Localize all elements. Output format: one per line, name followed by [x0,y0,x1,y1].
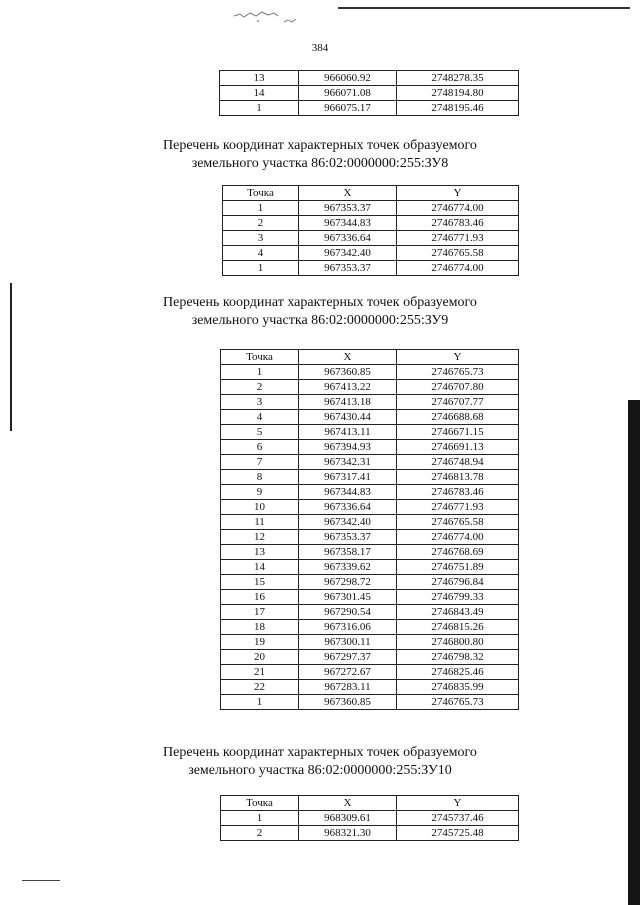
point-number-cell: 19 [221,635,299,650]
table-row [221,470,519,485]
x-coordinate-cell: 967413.22 [299,380,397,395]
x-coordinate-cell: 967353.37 [299,530,397,545]
scan-edge-right [628,400,640,905]
y-coordinate-cell: 2746796.84 [397,575,519,590]
x-coordinate-cell: 967353.37 [299,261,397,276]
point-number-cell: 1 [220,101,299,116]
table-row [221,425,519,440]
point-number-cell: 8 [221,470,299,485]
point-number-cell: 16 [221,590,299,605]
table-row [221,811,519,826]
table-row [221,410,519,425]
x-coordinate-cell: 967360.85 [299,695,397,710]
x-coordinate-cell: 967430.44 [299,410,397,425]
scan-mark-bottom [22,880,60,881]
point-number-cell: 11 [221,515,299,530]
x-coordinate-cell: 966060.92 [299,71,397,86]
table-row [223,246,519,261]
table-row [221,695,519,710]
x-coordinate-cell: 967413.18 [299,395,397,410]
table-row [221,635,519,650]
table-row [223,216,519,231]
header-point: Точка [221,350,299,365]
y-coordinate-cell: 2746771.93 [397,231,519,246]
point-number-cell: 6 [221,440,299,455]
point-number-cell: 10 [221,500,299,515]
x-coordinate-cell: 967336.64 [299,231,397,246]
header-y: Y [397,350,519,365]
table-row [221,515,519,530]
x-coordinate-cell: 967317.41 [299,470,397,485]
y-coordinate-cell: 2746813.78 [397,470,519,485]
table-row [221,560,519,575]
y-coordinate-cell: 2748194.80 [397,86,519,101]
point-number-cell: 3 [223,231,299,246]
point-number-cell: 1 [221,695,299,710]
y-coordinate-cell: 2746688.68 [397,410,519,425]
point-number-cell: 1 [223,261,299,276]
y-coordinate-cell: 2746825.46 [397,665,519,680]
table-row [221,395,519,410]
point-number-cell: 18 [221,620,299,635]
header-point: Точка [223,186,299,201]
x-coordinate-cell: 967344.83 [299,485,397,500]
y-coordinate-cell: 2746835.99 [397,680,519,695]
table-header-row [221,350,519,365]
point-number-cell: 12 [221,530,299,545]
point-number-cell: 7 [221,455,299,470]
heading-line: земельного участка 86:02:0000000:255:ЗУ10 [188,763,452,778]
x-coordinate-cell: 967297.37 [299,650,397,665]
y-coordinate-cell: 2746765.58 [397,246,519,261]
heading-line: Перечень координат характерных точек образуемого [163,138,477,153]
table-row [221,650,519,665]
y-coordinate-cell: 2746843.49 [397,605,519,620]
header-point: Точка [221,796,299,811]
y-coordinate-cell: 2746707.77 [397,395,519,410]
table-row [221,530,519,545]
x-coordinate-cell: 967342.40 [299,515,397,530]
point-number-cell: 2 [221,380,299,395]
table-row [221,680,519,695]
zu8-heading [0,137,640,173]
x-coordinate-cell: 967339.62 [299,560,397,575]
table-row [221,605,519,620]
heading-line: земельного участка 86:02:0000000:255:ЗУ8 [191,156,449,171]
point-number-cell: 22 [221,680,299,695]
coords-table-zu8 [222,185,519,276]
x-coordinate-cell: 966075.17 [299,101,397,116]
y-coordinate-cell: 2746765.73 [397,695,519,710]
x-coordinate-cell: 967336.64 [299,500,397,515]
point-number-cell: 21 [221,665,299,680]
y-coordinate-cell: 2746707.80 [397,380,519,395]
point-number-cell: 4 [221,410,299,425]
coords-table-top [219,70,519,116]
y-coordinate-cell: 2748195.46 [397,101,519,116]
table-row [221,590,519,605]
x-coordinate-cell: 967283.11 [299,680,397,695]
point-number-cell: 17 [221,605,299,620]
y-coordinate-cell: 2746774.00 [397,261,519,276]
y-coordinate-cell: 2746815.26 [397,620,519,635]
point-number-cell: 5 [221,425,299,440]
x-coordinate-cell: 966071.08 [299,86,397,101]
y-coordinate-cell: 2746765.73 [397,365,519,380]
x-coordinate-cell: 967272.67 [299,665,397,680]
header-x: X [299,186,397,201]
y-coordinate-cell: 2746799.33 [397,590,519,605]
point-number-cell: 13 [221,545,299,560]
y-coordinate-cell: 2746691.13 [397,440,519,455]
header-x: X [299,796,397,811]
y-coordinate-cell: 2746771.93 [397,500,519,515]
table-row [220,101,519,116]
y-coordinate-cell: 2746765.58 [397,515,519,530]
point-number-cell: 1 [223,201,299,216]
y-coordinate-cell: 2746768.69 [397,545,519,560]
y-coordinate-cell: 2746671.15 [397,425,519,440]
y-coordinate-cell: 2746800.80 [397,635,519,650]
top-border-line [338,7,630,9]
y-coordinate-cell: 2746748.94 [397,455,519,470]
x-coordinate-cell: 967298.72 [299,575,397,590]
zu10-heading [0,744,640,780]
point-number-cell: 2 [223,216,299,231]
header-x: X [299,350,397,365]
x-coordinate-cell: 968309.61 [299,811,397,826]
point-number-cell: 13 [220,71,299,86]
y-coordinate-cell: 2746774.00 [397,201,519,216]
zu9-heading [0,294,640,330]
y-coordinate-cell: 2745737.46 [397,811,519,826]
page-number: 384 [311,42,329,54]
point-number-cell: 15 [221,575,299,590]
scan-smudge [232,8,302,26]
table-row [221,380,519,395]
y-coordinate-cell: 2746774.00 [397,530,519,545]
x-coordinate-cell: 967360.85 [299,365,397,380]
x-coordinate-cell: 967344.83 [299,216,397,231]
x-coordinate-cell: 967342.40 [299,246,397,261]
point-number-cell: 20 [221,650,299,665]
y-coordinate-cell: 2746783.46 [397,485,519,500]
table-header-row [223,186,519,201]
x-coordinate-cell: 967413.11 [299,425,397,440]
x-coordinate-cell: 968321.30 [299,826,397,841]
point-number-cell: 14 [221,560,299,575]
table-row [221,620,519,635]
point-number-cell: 4 [223,246,299,261]
table-row [220,86,519,101]
table-header-row [221,796,519,811]
point-number-cell: 1 [221,811,299,826]
table-row [221,826,519,841]
table-row [221,485,519,500]
x-coordinate-cell: 967394.93 [299,440,397,455]
table-row [223,231,519,246]
table-row [221,440,519,455]
point-number-cell: 1 [221,365,299,380]
x-coordinate-cell: 967358.17 [299,545,397,560]
table-row [223,201,519,216]
heading-line: Перечень координат характерных точек образуемого [163,295,477,310]
x-coordinate-cell: 967290.54 [299,605,397,620]
point-number-cell: 9 [221,485,299,500]
point-number-cell: 2 [221,826,299,841]
x-coordinate-cell: 967300.11 [299,635,397,650]
coords-table-zu9 [220,349,519,710]
table-row [221,455,519,470]
x-coordinate-cell: 967301.45 [299,590,397,605]
heading-line: Перечень координат характерных точек образуемого [163,745,477,760]
header-y: Y [397,186,519,201]
point-number-cell: 14 [220,86,299,101]
y-coordinate-cell: 2745725.48 [397,826,519,841]
table-row [221,665,519,680]
table-row [221,545,519,560]
x-coordinate-cell: 967342.31 [299,455,397,470]
header-y: Y [397,796,519,811]
table-row [221,500,519,515]
coords-table-zu10 [220,795,519,841]
y-coordinate-cell: 2746783.46 [397,216,519,231]
heading-line: земельного участка 86:02:0000000:255:ЗУ9 [191,313,449,328]
y-coordinate-cell: 2748278.35 [397,71,519,86]
x-coordinate-cell: 967353.37 [299,201,397,216]
table-row [220,71,519,86]
table-row [223,261,519,276]
table-row [221,365,519,380]
y-coordinate-cell: 2746751.89 [397,560,519,575]
table-row [221,575,519,590]
x-coordinate-cell: 967316.06 [299,620,397,635]
point-number-cell: 3 [221,395,299,410]
y-coordinate-cell: 2746798.32 [397,650,519,665]
